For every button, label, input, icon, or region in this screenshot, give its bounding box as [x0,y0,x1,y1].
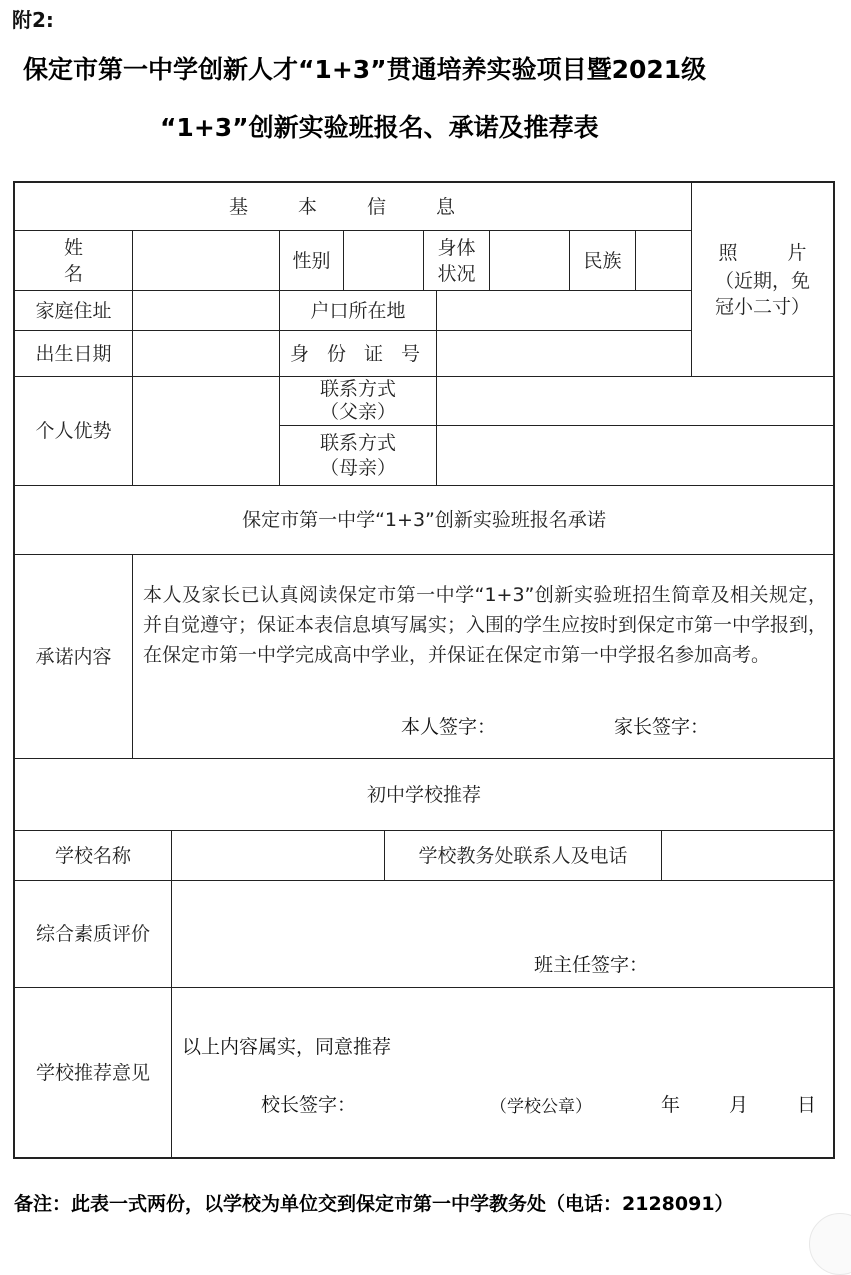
form-title-line2: “1+3”创新实验班报名、承诺及推荐表 [160,113,599,142]
name-label: 姓 名 [63,236,105,285]
school-name-field[interactable] [172,831,384,880]
recommend-heading: 初中学校推荐 [366,783,481,806]
commitment-heading: 保定市第一中学“1+3”创新实验班报名承诺 [242,509,606,531]
teacher-signature[interactable]: 班主任签字： [534,954,649,976]
id-number-field[interactable] [437,331,691,376]
hukou-label: 户口所在地 [310,299,406,322]
ethnicity-label: 民族 [583,249,622,272]
school-contact-field[interactable] [662,831,833,880]
hukou-field[interactable] [437,291,691,330]
name-field[interactable] [133,231,279,290]
photo-label: 照 片 [718,241,829,264]
birthdate-field[interactable] [133,331,279,376]
strengths-field[interactable] [133,377,279,485]
evaluation-field[interactable] [172,881,833,987]
opinion-text: 以上内容属实，同意推荐 [182,1036,392,1058]
commitment-text: 本人及家长已认真阅读保定市第一中学“1+3”创新实验班招生简章及相关规定，并自觉遵守；保证本表信息填写属实；入围的学生应按时到保定市第一中学报到，在保定市第一中学完成高中学业，并保证在保定市第一中学报名参加高考。 [143,584,828,666]
opinion-label: 学校推荐意见 [35,1061,150,1084]
photo-note: （近期，免冠小二寸） [714,269,810,318]
commitment-content-label: 承诺内容 [35,645,112,668]
birthdate-label: 出生日期 [35,342,112,365]
basic-info-heading: 基 本 信 息 [228,195,478,218]
photo-box[interactable] [692,183,833,376]
strengths-label: 个人优势 [35,420,112,442]
form-title-line1: 保定市第一中学创新人才“1+3”贯通培养实验项目暨2021级 [23,55,707,84]
student-signature[interactable]: 本人签字： [401,716,497,738]
ethnicity-field[interactable] [636,231,691,290]
page-curl [809,1213,851,1275]
gender-label: 性别 [292,249,331,272]
contact-father-field[interactable] [437,377,833,425]
address-label: 家庭住址 [35,299,112,322]
contact-mother-label: 联系方式（母亲） [319,431,396,479]
gender-field[interactable] [344,231,423,290]
health-label: 身体状况 [437,236,476,285]
school-seal: （学校公章） [490,1097,592,1117]
school-contact-label: 学校教务处联系人及电话 [418,844,628,867]
footer-note: 备注：此表一式两份，以学校为单位交到保定市第一中学教务处（电话：2128091） [14,1193,734,1215]
evaluation-label: 综合素质评价 [35,923,150,945]
date-year[interactable]: 年 [661,1094,681,1116]
contact-mother-field[interactable] [437,426,833,485]
date-day[interactable]: 日 [797,1094,817,1116]
id-number-label: 身 份 证 号 [289,342,427,365]
contact-father-label: 联系方式（父亲） [319,378,396,423]
date-month[interactable]: 月 [729,1094,749,1116]
school-name-label: 学校名称 [54,844,131,867]
parent-signature[interactable]: 家长签字： [614,716,710,738]
principal-signature[interactable]: 校长签字： [261,1094,357,1116]
annex-label: 附2: [12,8,54,32]
address-field[interactable] [133,291,279,330]
health-field[interactable] [490,231,569,290]
